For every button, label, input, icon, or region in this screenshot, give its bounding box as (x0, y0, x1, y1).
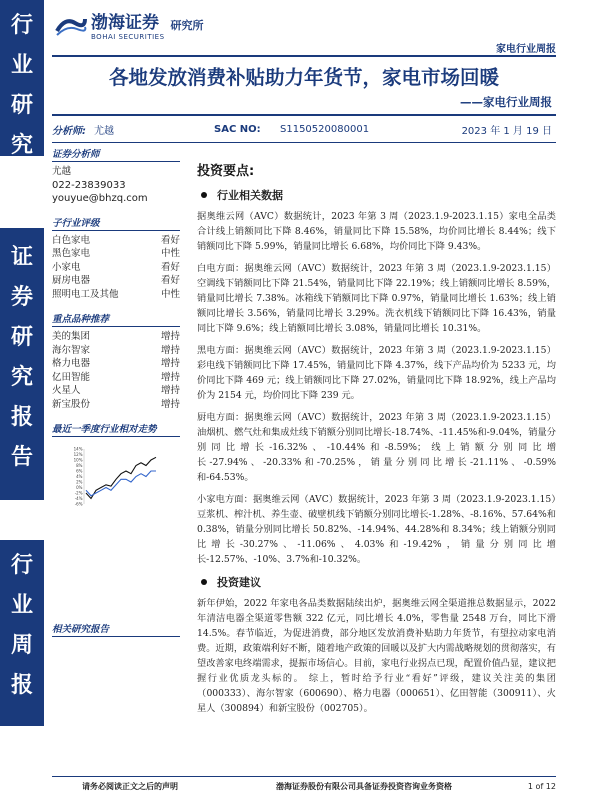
page-number: 1 of 12 (527, 781, 556, 791)
page-footer (52, 776, 556, 795)
sidebar-char: 究 (10, 133, 33, 158)
footer-qualification: 渤海证券股份有限公司具备证券投资咨询业务资格 (276, 781, 452, 791)
chart-tick-label: -6% (74, 501, 83, 507)
company-logo (55, 8, 204, 41)
sac-number: S1150520080001 (280, 123, 370, 135)
sidebar-char: 周 (10, 633, 33, 658)
sidebar-char: 业 (10, 593, 33, 618)
bullet-icon (201, 579, 207, 585)
list-item: 火星人 增持 (52, 385, 180, 396)
sidebar-char: 研 (10, 325, 33, 350)
section-title: 投资建议 (197, 574, 556, 590)
section-title: 行业相关数据 (197, 187, 556, 203)
paragraph: 黑电方面：据奥维云网（AVC）数据统计，2023 年第 3 周（2023.1.9-2023.1.15）彩电线下销额同比下降 17.45%，销量同比下降 4.37%，线下产品均价为 5233 元，均价同比下降 469 元；线上销额同比下降 27.02%，销量同比下降 18.92%，线上产品均价为 2154 元，均价同比下降 239 元。 (197, 345, 556, 401)
left-column (52, 146, 180, 640)
list-item: 厨房电器 看好 (52, 275, 180, 286)
chart-tick-label: 12% (73, 452, 83, 457)
sidebar-char: 证 (10, 245, 33, 270)
main-heading: 投资要点: (197, 164, 255, 179)
analyst-name: 尤越 (94, 125, 114, 137)
chart-tick-label: -4% (74, 496, 83, 501)
meta-bar (52, 118, 556, 140)
chart-tick-label: 6% (76, 468, 83, 474)
sidebar-char: 报 (10, 673, 33, 698)
sidebar-char: 报 (10, 405, 33, 430)
bullet-icon (201, 192, 207, 198)
paragraph: 白电方面：据奥维云网（AVC）数据统计，2023 年第 3 周（2023.1.9-2023.1.15）空调线下销额同比下降 21.54%，销量同比下降 22.19%；线上销额同比增长 8.59%，销量同比增长 7.38%。冰箱线下销额同比下降 0.97%，销量同比增长 1.63%；线上销额同比增长 3.56%，销量同比增长 3.29%。洗衣机线下销额同比下降 16.43%，销量同比下降 9.6%；线上销额同比增长 3.08%，销量同比增长 10.31%。 (197, 263, 556, 334)
chart-tick-label: -2% (74, 490, 83, 496)
divider (52, 142, 556, 143)
divider (52, 114, 556, 116)
chart-tick-label: 0% (76, 485, 83, 490)
sidebar-char: 究 (10, 365, 33, 390)
list-item: 新宝股份 增持 (52, 398, 180, 410)
analyst-phone: 022-23839033 (52, 179, 126, 191)
divider (52, 55, 556, 57)
page-title: 各地发放消费补贴助力年货节，家电市场回暖 (108, 66, 499, 89)
section-heading: 相关研究报告 (52, 621, 180, 637)
section-heading: 证券分析师 (52, 146, 180, 162)
main-content (197, 160, 556, 723)
sidebar-char: 行 (10, 553, 33, 578)
chart-tick-label: 2% (76, 479, 83, 485)
sidebar-char: 业 (10, 53, 33, 78)
list-item: 海尔智家 增持 (52, 344, 180, 356)
list-item: 美的集团 增持 (52, 331, 180, 342)
analyst-name: 尤越 (52, 166, 72, 177)
analyst-label: 分析师: (52, 125, 86, 137)
sidebar-char: 券 (10, 285, 33, 310)
report-date: 2023 年 1 月 19 日 (461, 125, 552, 137)
institute-label: 研究所 (170, 18, 204, 32)
paragraph: 新年伊始，2022 年家电各品类数据陆续出炉，据奥维云网全渠道推总数据显示，2022 年清洁电器全渠道零售额 322 亿元，同比增长 4.0%，零售量 2548 万台，同比下滑 14.5%。春节临近，为促进消费，部分地区发放消费补贴助力年货节，有望拉动家电消费。近期，政策端利好不断，随着地产政策的回暖以及扩大内需战略规划的贯彻落实，有望改善家电终端需求，提振市场信心。目前，家电行业拐点已现，配置价值凸显，建议把握行业优质龙头标的。 综上，暂时给予行业“看好”评级，建议关注美的集团（000333）、海尔智家（600690）、格力电器（000651）、亿田智能（300911）、火星人（300894）和新宝股份（002705）。 (197, 598, 556, 714)
list-item: 格力电器 增持 (52, 358, 180, 369)
section-heading: 最近一季度行业相对走势 (52, 421, 180, 437)
list-item: 小家电 看好 (52, 261, 180, 273)
sidebar-char: 研 (10, 93, 33, 118)
sidebar-block-industry-research (0, 0, 44, 156)
chart-tick-label: 14% (73, 446, 83, 452)
sidebar-char: 行 (10, 13, 33, 38)
page-subtitle: ——家电行业周报 (460, 95, 552, 109)
logo-text-cn: 渤海证券 (91, 13, 159, 33)
list-item: 白色家电 看好 (52, 234, 180, 246)
relative-trend-chart (68, 446, 160, 508)
logo-text-en: BOHAI SECURITIES (91, 33, 165, 41)
section-heading: 子行业评级 (52, 215, 180, 231)
sac-label: SAC NO: (214, 123, 261, 135)
paragraph: 据奥维云网（AVC）数据统计，2023 年第 3 周（2023.1.9-2023.1.15）家电全品类合计线上销额同比下降 8.46%，销量同比下降 15.58%，均价同比增长 8.44%；线下销额同比下降 5.99%，销量同比增长 6.68%，均价同比下降 9.43%。 (197, 211, 556, 252)
list-item: 亿田智能 增持 (52, 371, 180, 383)
list-item: 照明电工及其他 中性 (52, 288, 180, 300)
sidebar-char: 告 (10, 445, 33, 470)
list-item: 黑色家电 中性 (52, 248, 180, 259)
footer-disclaimer: 请务必阅读正文之后的声明 (82, 781, 178, 791)
section-heading: 重点品种推荐 (52, 311, 180, 327)
doc-type: 家电行业周报 (496, 44, 556, 55)
paragraph: 小家电方面：据奥维云网（AVC）数据统计，2023 年第 3 周（2023.1.9-2023.1.15）豆浆机、榨汁机、养生壶、破壁机线下销额分别同比增长-1.28%、-8.16%、57.64%和 0.38%，销量分别同比增长 50.82%、-14.94%、44.28%和 8.34%；线上销额分别同比增长-30.27%、-11.06%、4.03%和-19.42%，销量分别同比增长-12.57%、-10%、3.7%和-10.32%。 (197, 494, 556, 565)
paragraph: 厨电方面：据奥维云网（AVC）数据统计，2023 年第 3 周（2023.1.9-2023.1.15）油烟机、燃气灶和集成灶线下销额分别同比增长-18.74%、-11.45%和-9.04%，销量分别同比增长-16.32%、-10.44%和-8.59%；线上销额分别同比增长-27.94%、-20.33%和-70.25%，销量分别同比增长-21.11%、-0.59%和-64.53%。 (197, 412, 556, 483)
chart-tick-label: 10% (73, 457, 83, 463)
sidebar-block-weekly (0, 540, 44, 726)
chart-tick-label: 4% (76, 474, 83, 479)
analyst-email[interactable]: youyue@bhzq.com (52, 193, 148, 204)
logo-wave-icon (55, 13, 87, 37)
sidebar-block-securities-report (0, 228, 44, 500)
chart-tick-label: 8% (76, 463, 83, 468)
chart-series-line (86, 471, 156, 496)
analyst-block (52, 165, 180, 206)
